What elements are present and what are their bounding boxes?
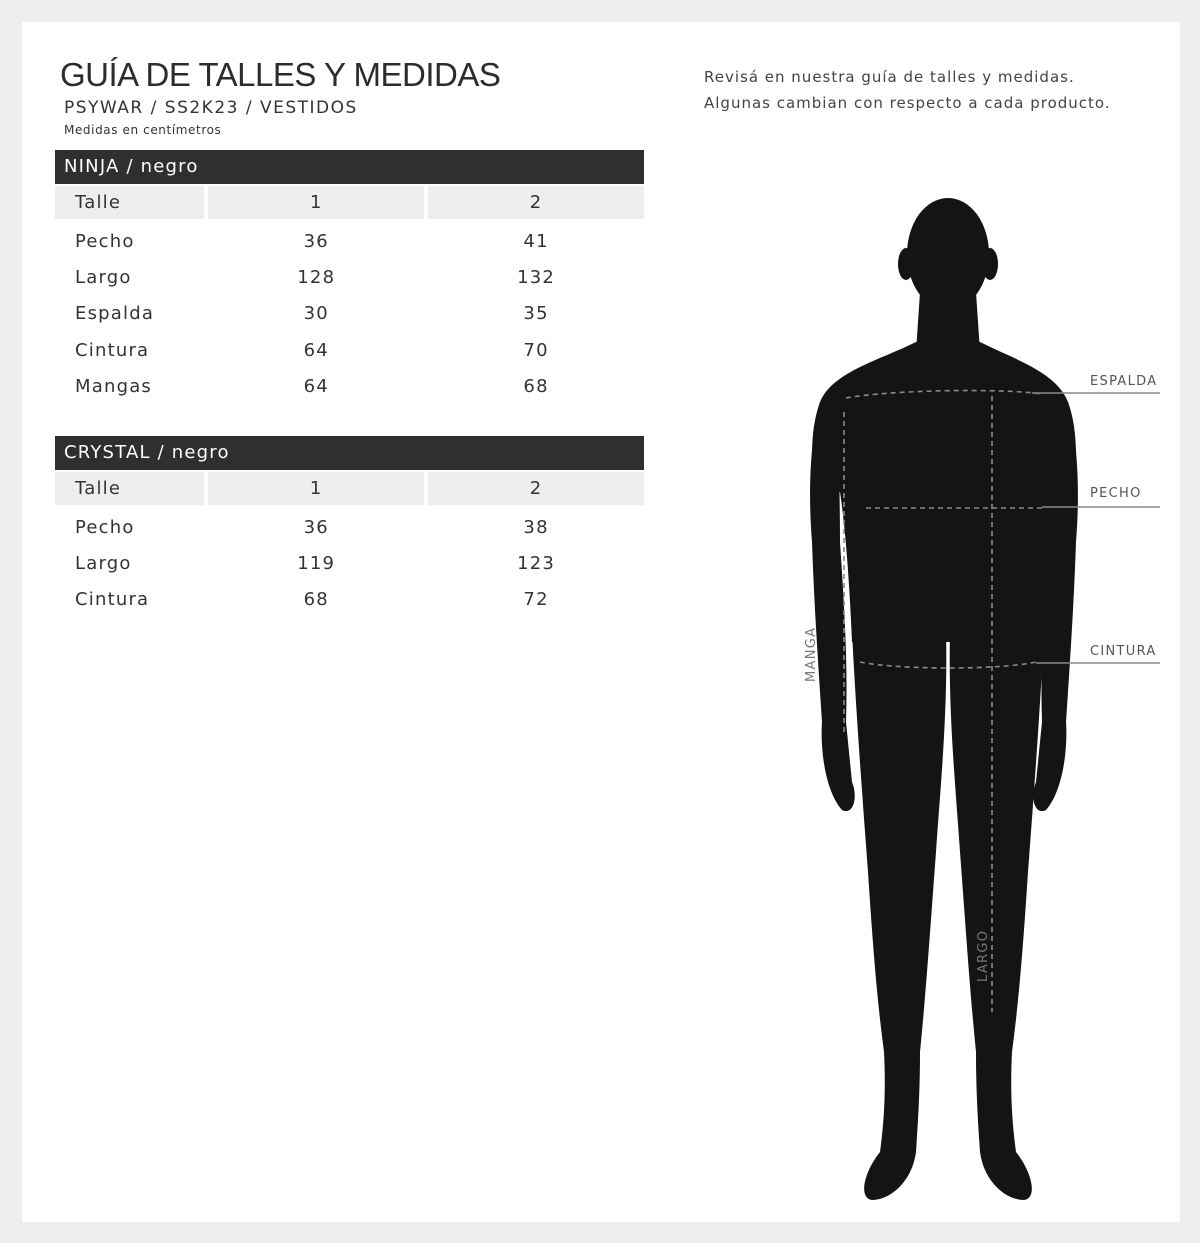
table-row	[55, 582, 644, 618]
label-pecho: PECHO	[1090, 486, 1142, 501]
row-value: 72	[523, 589, 549, 611]
header-cell: 2	[428, 472, 644, 505]
label-manga: MANGA	[804, 626, 819, 682]
header-cell: 1	[208, 472, 424, 505]
row-value: 68	[303, 589, 329, 611]
label-espalda: ESPALDA	[1090, 374, 1158, 389]
row-value: 123	[517, 553, 556, 575]
page-title: GUÍA DE TALLES Y MEDIDAS	[60, 56, 501, 93]
label-cintura: CINTURA	[1090, 644, 1157, 659]
body-measurement-figure	[780, 192, 1200, 1212]
size-guide-card	[22, 22, 1180, 1222]
body-silhouette-icon	[780, 192, 1200, 1212]
row-value: 64	[303, 376, 329, 398]
table-row	[55, 296, 644, 332]
table-row	[55, 505, 644, 545]
intro-line-1: Revisá en nuestra guía de talles y medidas.	[704, 68, 1075, 86]
row-value: 119	[297, 553, 336, 575]
row-value: 132	[517, 267, 556, 289]
row-value: 41	[523, 230, 549, 252]
row-value: 38	[523, 516, 549, 538]
row-value: 68	[523, 376, 549, 398]
row-value: 36	[303, 230, 329, 252]
row-value: 70	[523, 339, 549, 361]
row-value: 36	[303, 516, 329, 538]
units-note: Medidas en centímetros	[64, 123, 222, 137]
row-label: Largo	[75, 267, 132, 289]
row-label: Cintura	[75, 339, 150, 361]
header-cell: 2	[428, 186, 644, 219]
row-label: Pecho	[75, 516, 135, 538]
size-table-crystal	[55, 436, 644, 618]
row-label: Pecho	[75, 230, 135, 252]
table-title: NINJA / negro	[55, 150, 644, 184]
row-value: 64	[303, 339, 329, 361]
table-header-row	[55, 472, 644, 505]
header-cell: Talle	[55, 186, 204, 219]
row-value: 35	[523, 303, 549, 325]
row-label: Mangas	[75, 376, 153, 398]
intro-text	[704, 64, 1111, 116]
silhouette	[810, 198, 1078, 1200]
row-label: Cintura	[75, 589, 150, 611]
size-table	[51, 186, 648, 405]
collection-subtitle: PSYWAR / SS2K23 / VESTIDOS	[64, 98, 358, 118]
row-label: Espalda	[75, 303, 155, 325]
table-row	[55, 545, 644, 581]
table-title: CRYSTAL / negro	[55, 436, 644, 470]
row-value: 30	[303, 303, 329, 325]
size-table-ninja	[55, 150, 644, 405]
table-row	[55, 219, 644, 259]
table-header-row	[55, 186, 644, 219]
size-table	[51, 472, 648, 618]
label-largo: LARGO	[976, 929, 991, 982]
row-label: Largo	[75, 553, 132, 575]
table-row	[55, 332, 644, 368]
header-cell: 1	[208, 186, 424, 219]
intro-line-2: Algunas cambian con respecto a cada producto.	[704, 94, 1111, 112]
row-value: 128	[297, 267, 336, 289]
table-row	[55, 259, 644, 295]
table-row	[55, 369, 644, 405]
header-cell: Talle	[55, 472, 204, 505]
